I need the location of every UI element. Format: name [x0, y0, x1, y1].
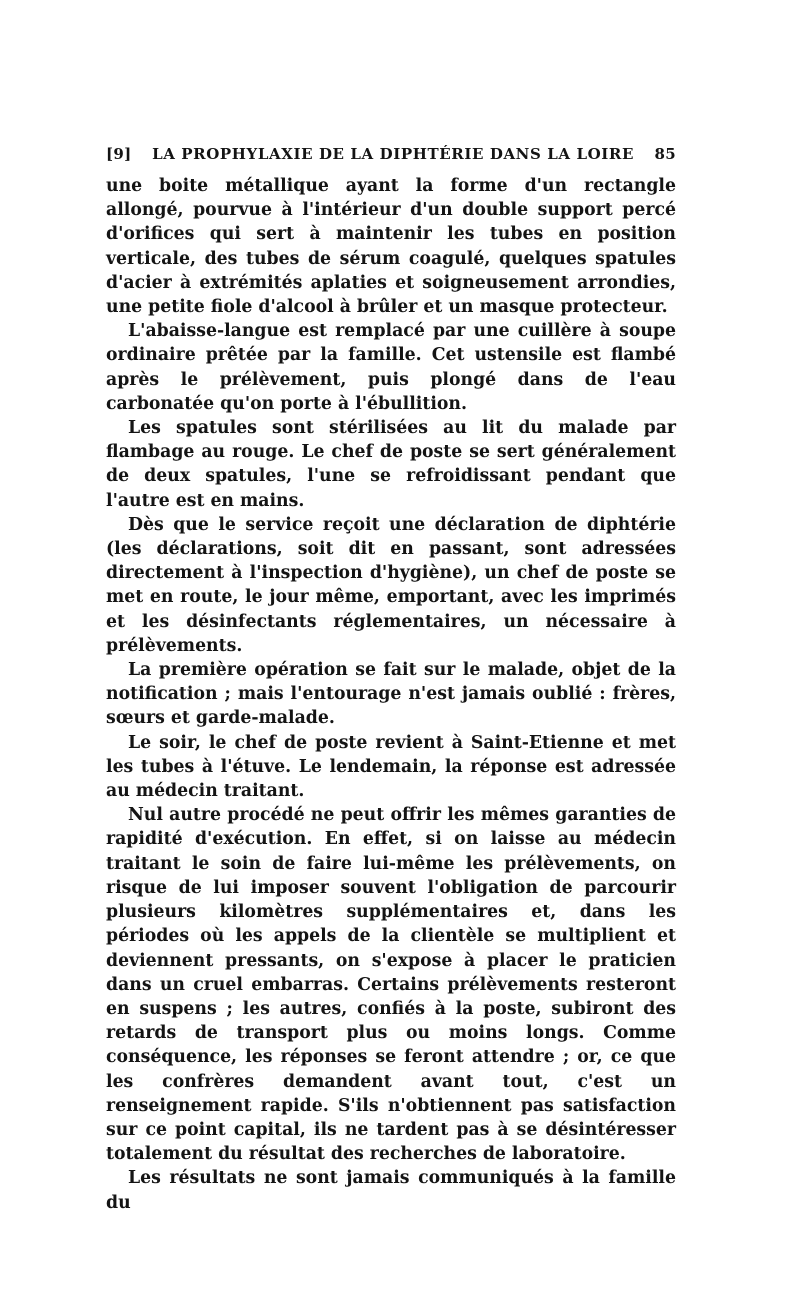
page-number: 85	[654, 145, 676, 163]
paragraph-abaisse-langue: L'abaisse-langue est remplacé par une cuillère à soupe ordinaire prêtée par la famille. Cet ustensile est flambé après le prélèvement, puis plongé dans de l'eau carbonatée qu'on porte à l'ébullition.	[106, 321, 676, 414]
book-page	[106, 140, 676, 1215]
paragraph-resultats: Les résultats ne sont jamais communiqués à la famille du	[106, 1168, 676, 1213]
paragraph-le-soir: Le soir, le chef de poste revient à Saint-Etienne et met les tubes à l'étuve. Le lendemain, la réponse est adressée au médecin traitant.	[106, 732, 676, 802]
paragraph-continued: une boite métallique ayant la forme d'un rectangle allongé, pourvue à l'intérieur d'un double support percé d'orifices qui sert à maintenir les tubes en position verticale, des tubes de sérum coagulé, quelques spatules d'acier à extrémités aplaties et soigneusement arrondies, une petite fiole d'alcool à brûler et un masque protecteur.	[106, 176, 676, 318]
paragraph-nul-autre-procede: Nul autre procédé ne peut offrir les mêmes garanties de rapidité d'exécution. En effet, si on laisse au médecin traitant le soin de faire lui-même les prélèvements, on risque de lui imposer souvent l'obligation de parcourir plusieurs kilomètres supplémentaires et, dans les périodes où les appels de la clientèle se multiplient et deviennent pressants, on s'expose à placer le praticien dans un cruel embarras. Certains prélèvements resteront en suspens ; les autres, confiés à la poste, subiront des retards de transport plus ou moins longs. Comme conséquence, les réponses se feront attendre ; or, ce que les confrères demandent avant tout, c'est un renseignement rapide. S'ils n'obtiennent pas satisfaction sur ce point capital, ils ne tardent pas à se désintéresser totalement du résultat des recherches de laboratoire.	[106, 805, 676, 1165]
paragraph-spatules: Les spatules sont stérilisées au lit du malade par flambage au rouge. Le chef de poste se sert généralement de deux spatules, l'une se refroidissant pendant que l'autre est en mains.	[106, 418, 676, 511]
section-number: [9]	[106, 145, 132, 163]
paragraph-premiere-operation: La première opération se fait sur le malade, objet de la notification ; mais l'entourage n'est jamais oublié : frères, sœurs et garde-malade.	[106, 660, 676, 729]
running-title: LA PROPHYLAXIE DE LA DIPHTÉRIE DANS LA LOIRE	[152, 145, 634, 163]
running-header	[106, 140, 676, 168]
body-text	[106, 174, 676, 1215]
paragraph-declaration: Dès que le service reçoit une déclaration de diphtérie (les déclarations, soit dit en passant, sont adressées directement à l'inspection d'hygiène), un chef de poste se met en route, le jour même, emportant, avec les imprimés et les désinfectants réglementaires, un nécessaire à prélèvements.	[106, 514, 676, 656]
